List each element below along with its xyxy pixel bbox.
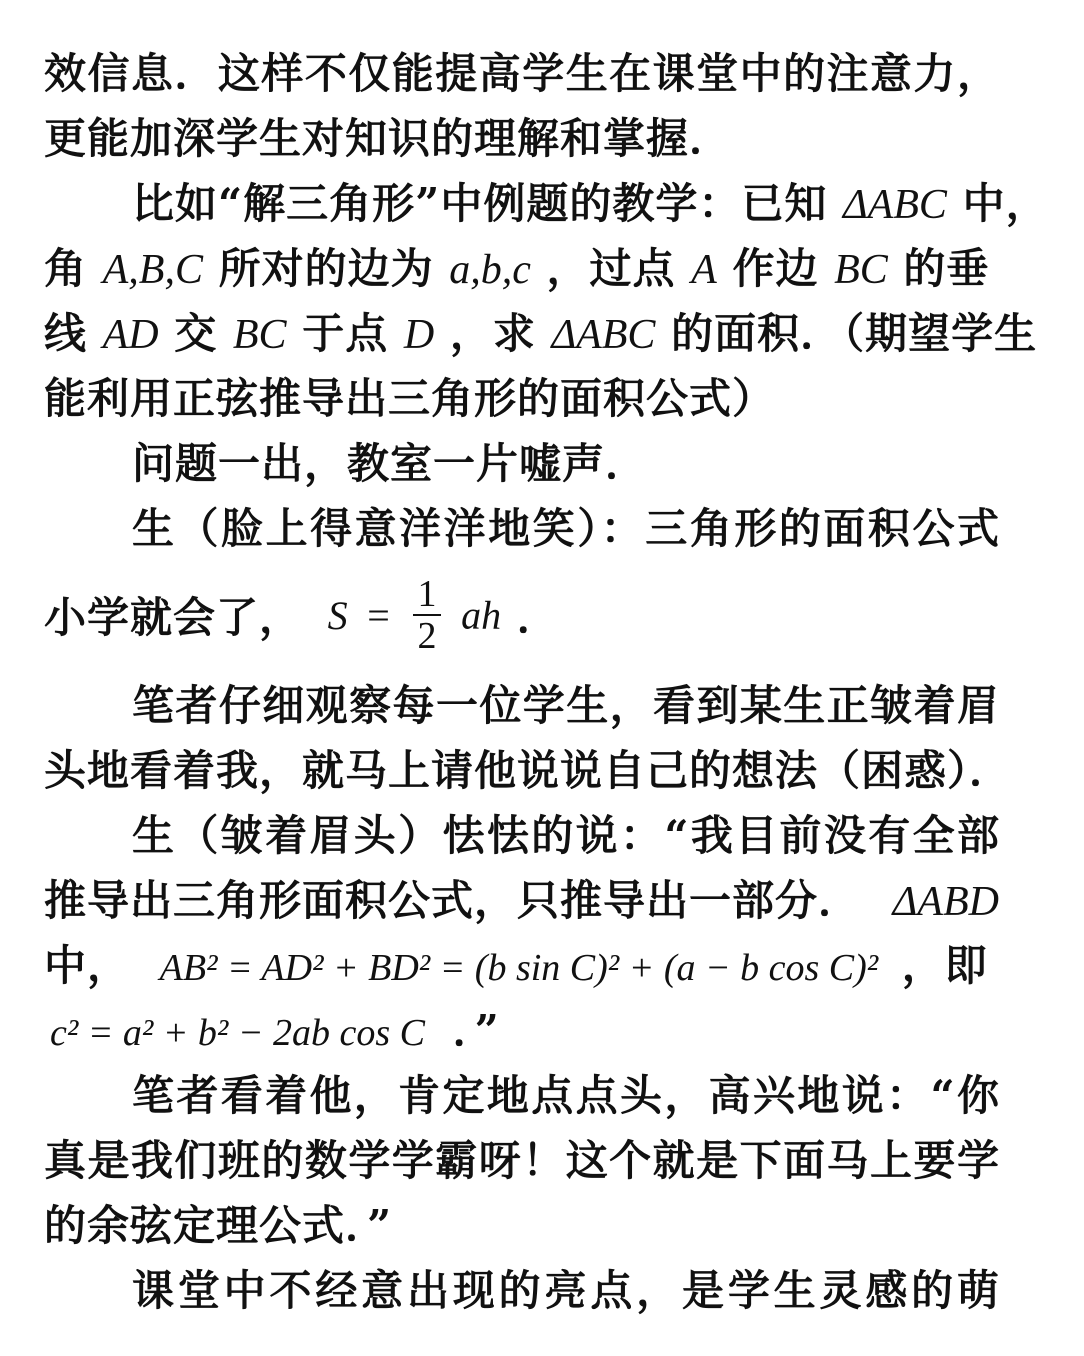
math-vertices: A,B,C <box>102 247 203 293</box>
math-triangle-abd: ΔABD <box>892 879 999 925</box>
text-run: 交 <box>174 309 218 358</box>
text-run: 的余弦定理公式．” <box>44 1201 393 1250</box>
math-equals: = <box>367 592 390 638</box>
text-run: 所对的边为 <box>218 244 434 293</box>
math-triangle: ΔABC <box>551 312 656 358</box>
text-run: ，即 <box>901 941 988 990</box>
paragraph-line <box>44 741 1013 801</box>
paragraph-line <box>132 434 1000 494</box>
text-run: ． <box>516 593 560 642</box>
text-run: 比如“解三角形”中例题的教学：已知 <box>132 179 828 228</box>
paragraph-line <box>44 1001 1000 1061</box>
text-run: 笔者仔细观察每一位学生，看到某生正皱着眉 <box>132 681 1000 730</box>
text-run: 的垂 <box>903 244 990 293</box>
math-ah: ah <box>461 592 502 638</box>
math-fraction <box>413 574 441 656</box>
text-run: 笔者看着他，肯定地点点头，高兴地说：“你 <box>132 1071 1000 1120</box>
math-side-bc: BC <box>834 247 888 293</box>
math-area-symbol: S <box>327 592 348 638</box>
paragraph-line <box>44 1196 1000 1256</box>
paragraph-line-with-fraction <box>44 574 560 656</box>
text-run: 的面积．（期望学生 <box>671 309 1038 358</box>
paragraph-line <box>132 1066 1000 1126</box>
paragraph-line <box>44 936 1000 996</box>
text-run: 推导出三角形面积公式，只推导出一部分． <box>44 876 862 925</box>
paragraph-line <box>132 1261 1000 1321</box>
text-run: 课堂中不经意出现的亮点，是学生灵感的萌 <box>132 1266 1000 1315</box>
paragraph-line <box>132 174 1049 234</box>
text-run: 更能加深学生对知识的理解和掌握． <box>44 114 733 163</box>
text-run: 问题一出，教室一片嘘声． <box>132 439 649 488</box>
paragraph-line <box>44 369 1000 429</box>
text-run: 头地看着我，就马上请他说说自己的想法（困惑）． <box>44 746 1013 795</box>
text-run: 于点 <box>302 309 389 358</box>
text-run: 效信息．这样不仅能提高学生在课堂中的注意力， <box>44 49 1000 98</box>
text-run: 角 <box>44 244 88 293</box>
text-run: 小学就会了， <box>44 593 303 642</box>
paragraph-line <box>132 806 1000 866</box>
math-line-ad: AD <box>102 312 159 358</box>
text-run: 作边 <box>732 244 819 293</box>
text-run: 能利用正弦推导出三角形的面积公式） <box>44 374 776 423</box>
text-run: 中， <box>44 941 131 990</box>
text-run: 生（脸上得意洋洋地笑）：三角形的面积公式 <box>132 504 1000 553</box>
math-formula-ab-squared: AB² = AD² + BD² = (b sin C)² + (a − b cos C)² <box>159 947 879 989</box>
text-run: 中， <box>962 179 1049 228</box>
text-run: ，求 <box>449 309 536 358</box>
text-run: ．” <box>452 1006 500 1055</box>
paragraph-line <box>44 1131 1000 1191</box>
text-run: 生（皱着眉头）怯怯的说：“我目前没有全部 <box>132 811 1000 860</box>
math-side-bc: BC <box>232 312 287 358</box>
paragraph-line <box>132 499 1000 559</box>
math-formula-law-of-cosines: c² = a² + b² − 2ab cos C <box>50 1012 425 1054</box>
text-run: 线 <box>44 309 88 358</box>
math-triangle: ΔABC <box>842 182 947 228</box>
text-run: 真是我们班的数学学霸呀！这个就是下面马上要学 <box>44 1136 1000 1185</box>
math-point-a: A <box>691 247 717 293</box>
math-sides: a,b,c <box>449 247 531 293</box>
fraction-denominator: 2 <box>417 615 438 657</box>
math-point-d: D <box>403 312 435 358</box>
paragraph-line <box>44 109 1000 169</box>
paragraph-line <box>44 304 1038 364</box>
paragraph-line <box>44 44 1000 104</box>
paragraph-line <box>132 676 1000 736</box>
paragraph-line <box>44 239 1000 299</box>
text-run: ，过点 <box>546 244 676 293</box>
paragraph-line <box>44 871 1000 931</box>
fraction-numerator: 1 <box>413 574 441 616</box>
